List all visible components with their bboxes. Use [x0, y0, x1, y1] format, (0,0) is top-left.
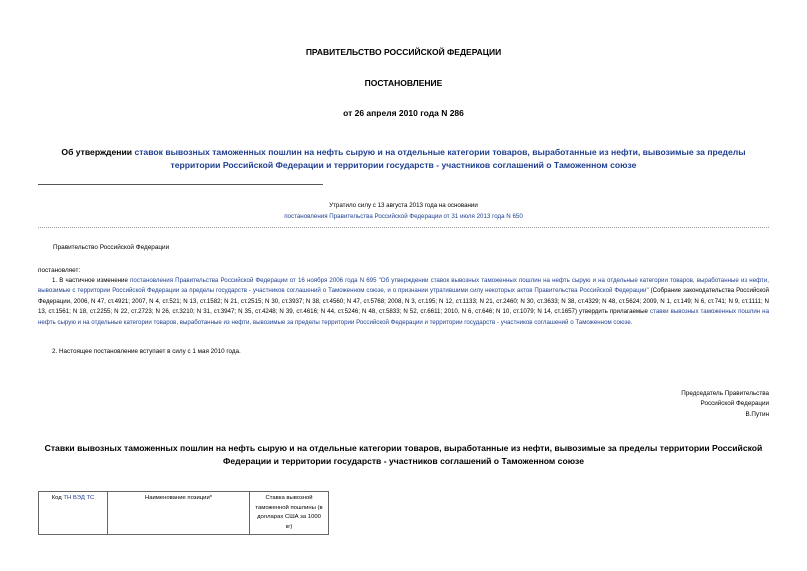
table-header-code — [39, 492, 108, 535]
government-header: ПРАВИТЕЛЬСТВО РОССИЙСКОЙ ФЕДЕРАЦИИ — [305, 47, 502, 57]
body-subject: Правительство Российской Федерации — [53, 244, 170, 251]
top-divider — [38, 184, 323, 185]
title-link[interactable]: ставок вывозных таможенных пошлин на нефть сырую и на отдельные категории товаров, выработанные из нефти, вывозимые за пределы территории Российской Федерации и территории государств - участников соглашений о Таможенном союзе — [134, 147, 746, 170]
paragraph-1-link-rates[interactable]: ставки вывозных таможенных пошлин на нефть сырую и на отдельные категории товаров, выработанные из нефти, вывозимые за пределы территории Российской Федерации и территории государств - участников соглашений о Таможенном союзе. — [38, 308, 769, 326]
paragraph-1-middle: (Собрание законодательства Российской Федерации, 2006, N 47, ст.4921; 2007, N 4, ст.521; N 13, ст.1582; N 21, ст.2515; N 30, ст.3937; N 38, ст.4560; N 47, ст.5768; 2008, N 3, ст.195; N 12, ст.1133; N 21, ст.2460; N 30, ст.3633; N 38, ст.4329; N 48, ст.5624; 2009, N 1, ст.149; N 6, ст.741; N 9, ст.1111; N 13, ст.1561; N 18, ст.2255; N 22, ст.2723; N 26, ст.3210; N 31, ст.3947; N 35, ст.4248; N 39, ст.4616; N 44, ст.5246; N 48, ст.5833; N 52, ст.6611; 2010, N 6, ст.646; N 10, ст.1079; N 14, ст.1657) утвердить прилагаемые — [38, 287, 769, 316]
signature-line-1: Председатель Правительства — [681, 390, 769, 397]
table-header-name: Наименование позиции* — [108, 492, 250, 535]
paragraph-1-link-decree-695[interactable]: постановления Правительства Российской Федерации от 16 ноября 2006 года N 695 "Об утверждении ставок вывозных таможенных пошлин на нефть сырую и на отдельные категории товаров, выработанные из нефти, вывозимые с территории Российской Федерации за пределы государств - участников соглашений о Таможенном союзе, и о признании утратившими силу некоторых актов Правительства Российской Федерации" — [38, 277, 769, 295]
table-header-code-link[interactable]: ТН ВЭД ТС — [63, 495, 95, 501]
document-title — [40, 146, 767, 172]
paragraph-1-start: 1. В частичное изменение — [52, 277, 130, 284]
status-note — [38, 200, 769, 222]
status-link[interactable]: постановления Правительства Российской Федерации от 31 июля 2013 года N 650 — [284, 213, 523, 220]
status-divider — [38, 227, 769, 228]
table-header-rate: Ставка вывозной таможенной пошлины (в долларах США за 1000 кг) — [250, 492, 329, 535]
annex-title: Ставки вывозных таможенных пошлин на нефть сырую и на отдельные категории товаров, выработанные из нефти, вывозимые за пределы территории Российской Федерации и территории государств - участников соглашений о Таможенном союзе — [44, 443, 763, 466]
signature-line-2: Российской Федерации — [700, 400, 769, 408]
signature-block — [681, 389, 769, 420]
signature-line-3: В.Путин — [745, 410, 769, 418]
table-header-row — [39, 492, 329, 535]
body-decree: постановляет: — [38, 267, 81, 274]
table-header-code-prefix: Код — [51, 495, 64, 501]
paragraph-1 — [38, 276, 769, 328]
document-date: от 26 апреля 2010 года N 286 — [343, 108, 464, 118]
status-text: Утратило силу с 13 августа 2013 года на основании — [329, 202, 478, 209]
paragraph-2: 2. Настоящее постановление вступает в силу с 1 мая 2010 года. — [52, 348, 241, 355]
title-prefix: Об утверждении — [61, 147, 135, 157]
document-type: ПОСТАНОВЛЕНИЕ — [364, 78, 443, 88]
rates-table — [38, 491, 329, 535]
